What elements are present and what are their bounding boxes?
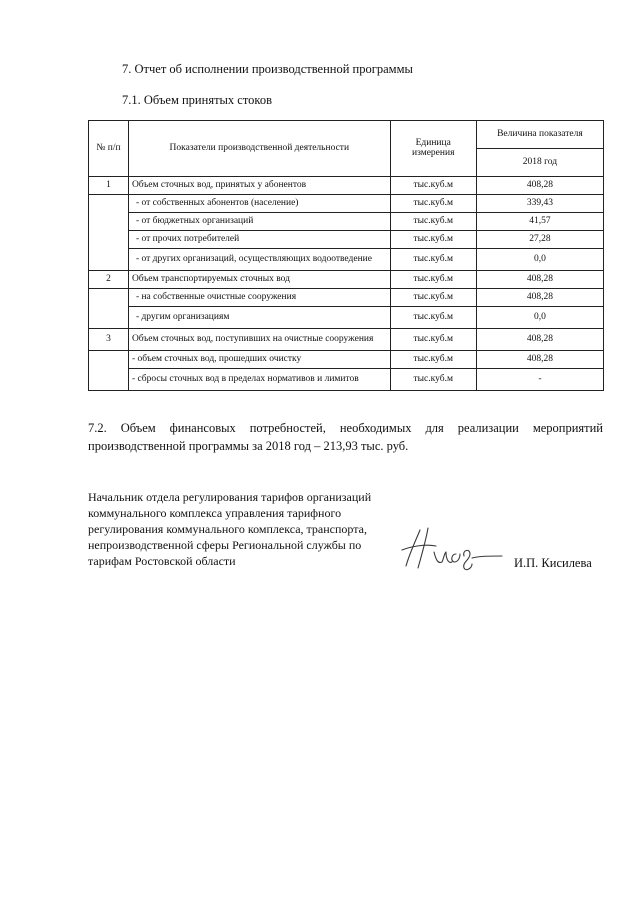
signatory-title-line: тарифам Ростовской области [88, 554, 236, 568]
row-value: 408,28 [476, 271, 603, 289]
signatory-title-line: непроизводственной сферы Региональной службы по [88, 538, 362, 552]
wastewater-volume-table [88, 120, 604, 391]
header-num: № п/п [89, 121, 129, 177]
row-num [89, 351, 129, 391]
row-label: - от бюджетных организаций [128, 213, 390, 231]
signatory-title-line: Начальник отдела регулирования тарифов организаций [88, 490, 372, 504]
row-unit: тыс.куб.м [390, 289, 476, 307]
row-label: Объем сточных вод, принятых у абонентов [128, 177, 390, 195]
row-unit: тыс.куб.м [390, 177, 476, 195]
table-row [89, 289, 604, 307]
row-label: - сбросы сточных вод в пределах нормативов и лимитов [128, 369, 390, 391]
handwritten-signature [398, 522, 508, 574]
row-value: 408,28 [476, 329, 603, 351]
row-num: 3 [89, 329, 129, 351]
row-value: 27,28 [476, 231, 603, 249]
table-row [89, 271, 604, 289]
row-label: Объем сточных вод, поступивших на очистные сооружения [128, 329, 390, 351]
row-value: 0,0 [476, 307, 603, 329]
header-year: 2018 год [476, 149, 603, 177]
row-value: 0,0 [476, 249, 603, 271]
row-value: 408,28 [476, 351, 603, 369]
row-unit: тыс.куб.м [390, 195, 476, 213]
row-label: - другим организациям [128, 307, 390, 329]
row-num: 1 [89, 177, 129, 195]
row-label: - от прочих потребителей [128, 231, 390, 249]
signatory-title-line: регулирования коммунального комплекса, транспорта, [88, 522, 367, 536]
row-label: Объем транспортируемых сточных вод [128, 271, 390, 289]
header-indicator: Показатели производственной деятельности [128, 121, 390, 177]
row-num [89, 195, 129, 271]
signatory-title [88, 489, 408, 569]
row-unit: тыс.куб.м [390, 249, 476, 271]
row-label: - от собственных абонентов (население) [128, 195, 390, 213]
row-value: 41,57 [476, 213, 603, 231]
table-row [89, 369, 604, 391]
row-num: 2 [89, 271, 129, 289]
row-unit: тыс.куб.м [390, 213, 476, 231]
section-heading: 7. Отчет об исполнении производственной программы [122, 62, 413, 76]
table-row [89, 195, 604, 213]
row-value: 408,28 [476, 289, 603, 307]
row-unit: тыс.куб.м [390, 271, 476, 289]
table-row [89, 307, 604, 329]
subsection-heading: 7.1. Объем принятых стоков [122, 93, 272, 107]
row-unit: тыс.куб.м [390, 307, 476, 329]
financial-needs-paragraph [88, 419, 603, 455]
row-value: 408,28 [476, 177, 603, 195]
paragraph-line-1: 7.2. Объем финансовых потребностей, необходимых для реализации мероприятий [88, 421, 603, 435]
table-row [89, 329, 604, 351]
signer-name: И.П. Кисилева [514, 556, 592, 570]
paragraph-line-2: производственной программы за 2018 год – 213,93 тыс. руб. [88, 439, 409, 453]
row-num [89, 289, 129, 329]
table-row [89, 231, 604, 249]
row-unit: тыс.куб.м [390, 369, 476, 391]
signature-strokes [402, 528, 502, 570]
row-unit: тыс.куб.м [390, 231, 476, 249]
row-label: - от других организаций, осуществляющих водоотведение [128, 249, 390, 271]
row-value: 339,43 [476, 195, 603, 213]
table-row [89, 177, 604, 195]
row-value: - [476, 369, 603, 391]
table-row [89, 213, 604, 231]
row-unit: тыс.куб.м [390, 351, 476, 369]
signatory-title-line: коммунального комплекса управления тарифного [88, 506, 342, 520]
table-row [89, 249, 604, 271]
header-unit: Единица измерения [390, 121, 476, 177]
header-value: Величина показателя [476, 121, 603, 149]
row-label: - объем сточных вод, прошедших очистку [128, 351, 390, 369]
row-label: - на собственные очистные сооружения [128, 289, 390, 307]
row-unit: тыс.куб.м [390, 329, 476, 351]
table-row [89, 351, 604, 369]
